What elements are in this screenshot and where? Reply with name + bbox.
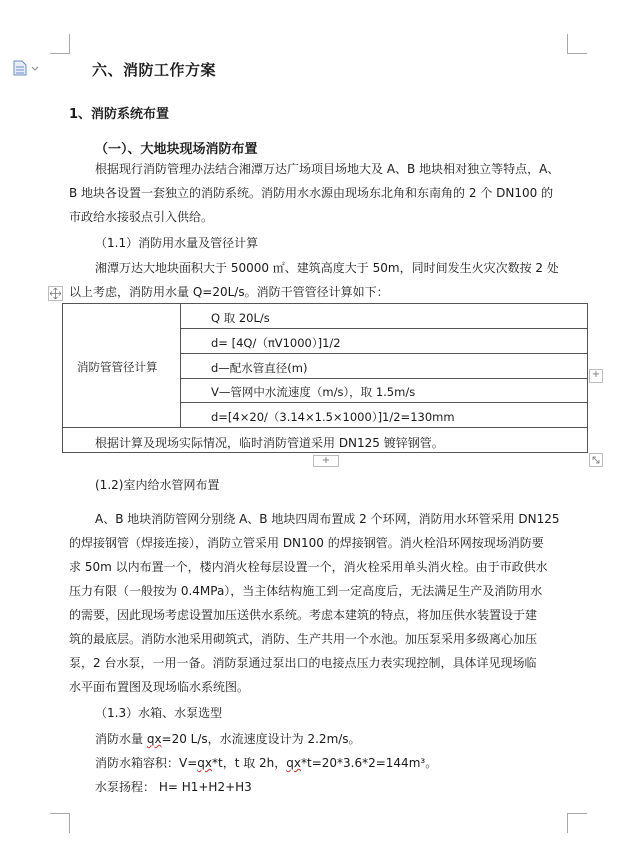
paragraph-line: 湘潭万达大地块面积大于 50000 ㎡、建筑高度大于 50m，同时间发生火灾次数按 2 处	[95, 261, 559, 275]
paragraph-line: 市政给水接驳点引入供给。	[69, 210, 214, 224]
crop-mark-bottom-left	[50, 813, 70, 833]
section-title: 六、消防工作方案	[92, 61, 217, 79]
table-move-handle[interactable]	[48, 286, 63, 301]
add-row-icon[interactable]: +	[313, 455, 339, 467]
paragraph-line: 筑的最底层。消防水池采用砌筑式，消防、生产共用一个水池。加压泵采用多级离心加压	[69, 632, 538, 646]
table-cell: d—配水管直径(m)	[211, 361, 308, 375]
table-cell: V—管网中水流速度（m/s），取 1.5m/s	[211, 385, 416, 399]
add-column-icon[interactable]: +	[589, 369, 603, 383]
table-row-label: 消防管管径计算	[77, 360, 158, 374]
document-icon[interactable]	[12, 60, 42, 76]
paragraph-line: 的焊接钢管（焊接连接），消防立管采用 DN100 的焊接钢管。消火栓沿环网按现场消防要	[69, 536, 544, 550]
spellcheck-word: qx	[146, 732, 162, 746]
table-cell: Q 取 20L/s	[211, 311, 270, 325]
paragraph-line: 的需要，因此现场考虑设置加压送供水系统。考虑本建筑的特点，将加压供水装置设于建	[69, 608, 538, 622]
spellcheck-word: qx	[197, 756, 212, 770]
paragraph-line: 水平面布置图及现场临水系统图。	[69, 680, 250, 694]
paragraph-line: 以上考虑，消防用水量 Q=20L/s。消防干管管径计算如下：	[69, 285, 389, 299]
table-cell: d=[4×20/（3.14×1.5×1000）]1/2=130mm	[211, 410, 455, 424]
paragraph-line: 泵，2 台水泵，一用一备。消防泵通过泵出口的电接点压力表实现控制，具体详见现场临	[69, 656, 537, 670]
spellcheck-word: qx	[286, 756, 301, 770]
paragraph-line: 求 50m 以内布置一个，楼内消火栓每层设置一个，消火栓采用单头消火栓。由于市政供水	[69, 560, 548, 574]
paragraph-line: 压力有限（一般按为 0.4MPa），当主体结构施工到一定高度后，无法满足生产及消防用水	[69, 584, 543, 598]
table-cell: d= [4Q/（πV1000）]1/2	[211, 336, 341, 350]
heading-water-calc: （1.1）消防用水量及管径计算	[95, 236, 259, 250]
paragraph-water-flow: 消防水量 qx=20 L/s，水流速度设计为 2.2m/s。	[95, 732, 361, 746]
paragraph-line: A、B 地块消防管网分别绕 A、B 地块四周布置成 2 个环网，消防用水环管采用 DN125	[95, 512, 560, 526]
paragraph-pump-head: 水泵扬程： H= H1+H2+H3	[95, 780, 252, 794]
crop-mark-top-right	[567, 34, 587, 54]
table-resize-icon[interactable]	[589, 453, 603, 467]
paragraph-tank-volume: 消防水箱容积：V=qx*t，t 取 2h，qx*t=20*3.6*2=144m³。	[95, 756, 438, 770]
subsection-heading: 1、消防系统布置	[69, 107, 170, 122]
subsection-heading-site: （一）、大地块现场消防布置	[95, 142, 258, 157]
pipe-calc-table	[62, 303, 588, 453]
table-footer: 根据计算及现场实际情况，临时消防管道采用 DN125 镀锌钢管。	[95, 436, 444, 450]
heading-indoor-network: (1.2)室内给水管网布置	[95, 478, 220, 492]
crop-mark-bottom-right	[567, 813, 587, 833]
paragraph-line: B 地块各设置一套独立的消防系统。消防用水水源由现场东北角和东南角的 2 个 DN100 的	[69, 186, 554, 200]
paragraph-line: 根据现行消防管理办法结合湘潭万达广场项目场地大及 A、B 地块相对独立等特点，A、	[95, 162, 560, 176]
heading-tank-pump: （1.3）水箱、水泵选型	[95, 706, 223, 720]
crop-mark-top-left	[50, 34, 70, 54]
